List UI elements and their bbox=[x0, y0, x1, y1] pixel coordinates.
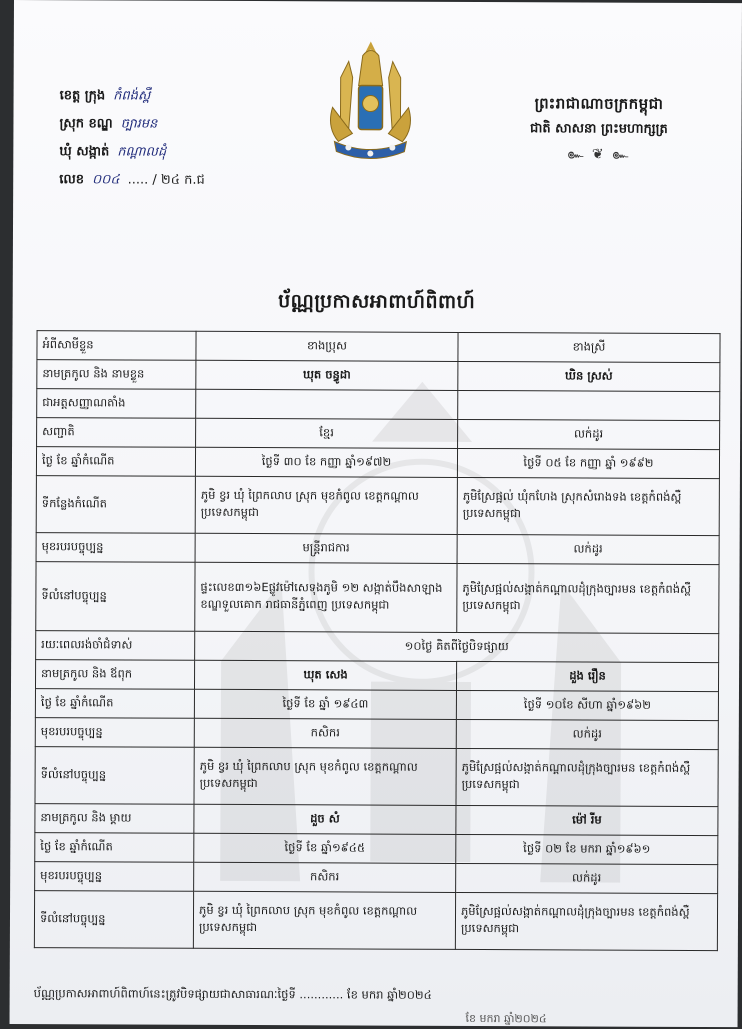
bride-value: ថ្ងៃទី ០៥ ខែ កញ្ញា ឆ្នាំ ១៩៩២ bbox=[457, 448, 719, 478]
province-value: កំពង់ស្ពឺ bbox=[113, 88, 151, 104]
district-line bbox=[59, 110, 205, 139]
number-value: ០០៤ bbox=[91, 172, 120, 188]
groom-value: ថ្ងៃទី ខែ ឆ្នាំ ១៩៤៣ bbox=[194, 689, 456, 719]
bride-value: ភូមិស្រែផ្អល់សង្កាត់កណ្ដាលដុំក្រុងច្បារមន ខេត្តកំពង់ស្ពឺប្រទេសកម្ពុជា bbox=[455, 892, 717, 950]
father-name-row bbox=[35, 660, 718, 692]
bride-value: លក់ដូរ bbox=[456, 863, 718, 893]
bride-column-header: ខាងស្រី bbox=[458, 332, 720, 362]
row-label: នាមត្រកូល និង នាមខ្លួន bbox=[37, 360, 196, 390]
table-row bbox=[35, 718, 718, 750]
number-suffix: ..... / ២៤ ក.ជ bbox=[127, 172, 205, 188]
ornament-divider: ๛ ❦ ๛ bbox=[567, 146, 631, 163]
waiting-period-value: ១០ថ្ងៃ គិតពីថ្ងៃបិទផ្សាយ bbox=[195, 631, 719, 662]
row-label: ទីលំនៅបច្ចុប្បន្ន bbox=[36, 562, 195, 632]
row-label: មុខរបរបច្ចុប្បន្ន bbox=[35, 862, 194, 892]
table-row bbox=[35, 833, 718, 865]
bride-value bbox=[458, 390, 720, 420]
table-row bbox=[34, 891, 717, 951]
table-row bbox=[35, 747, 718, 807]
bride-value: លក់ដូរ bbox=[457, 534, 719, 564]
identity-column-header: អំពីសាមីខ្លួន bbox=[37, 331, 196, 361]
groom-value: ភូមិ ខ្វរ ឃុំ ព្រៃកលាប ស្រុក មុខកំពូល ខេត្តកណ្ដាល ប្រទេសកម្ពុជា bbox=[194, 747, 456, 805]
royal-arms-emblem-icon bbox=[318, 37, 423, 167]
commune-label: ឃុំ សង្កាត់ bbox=[59, 144, 110, 160]
father-bride-name: ដួង រឿន bbox=[456, 661, 718, 691]
mother-bride-name: ម៉ៅ រីម bbox=[456, 805, 718, 835]
mother-name-row bbox=[35, 804, 718, 836]
father-groom-name: ឃុត សេង bbox=[194, 660, 456, 690]
bride-value: ថ្ងៃទី ០២ ខែ មករា ឆ្នាំ១៩៦១ bbox=[456, 834, 718, 864]
groom-value: មន្ត្រីរាជការ bbox=[195, 533, 457, 563]
groom-value: ផ្ទះលេខ៣១៦Eផ្លូវម៉ៅសេទុងភូមិ ១២ សង្កាត់បឹងសាឡាង ខណ្ឌទួលគោក រាជធានីភ្នំពេញ ប្រទេសកម្ពុជា bbox=[195, 562, 457, 632]
father-label: នាមត្រកូល និង ឪពុក bbox=[35, 660, 194, 690]
number-label: លេខ bbox=[59, 172, 85, 188]
reference-number-line bbox=[59, 166, 205, 195]
bride-value: ថ្ងៃទី ១០ខែ សីហា ឆ្នាំ១៩៦២ bbox=[456, 690, 718, 720]
bride-value: លក់ដូរ bbox=[456, 719, 718, 749]
table-row bbox=[36, 562, 719, 634]
table-row bbox=[36, 447, 719, 479]
row-label: ទីកន្លែងកំណើត bbox=[36, 476, 195, 534]
row-label: ទីលំនៅបច្ចុប្បន្ន bbox=[35, 747, 194, 805]
kingdom-name: ព្រះរាជាណាចក្រកម្ពុជា bbox=[534, 94, 664, 113]
groom-value: ថ្ងៃទី ៣០ ខែ កញ្ញា ឆ្នាំ១៩៧២ bbox=[195, 447, 457, 477]
province-line bbox=[60, 82, 206, 111]
district-value: ច្បារមន bbox=[120, 116, 158, 132]
row-label: ថ្ងៃ ខែ ឆ្នាំកំណើត bbox=[36, 447, 195, 477]
mother-groom-name: ដួច សំ bbox=[194, 804, 456, 834]
groom-value: ខ្មែរ bbox=[196, 418, 458, 448]
row-label: មុខរបរបច្ចុប្បន្ន bbox=[36, 533, 195, 563]
certificate-paper bbox=[10, 0, 742, 1027]
groom-value: ភូមិ ខ្វរ ឃុំ ព្រៃកលាប ស្រុក មុខកំពូល ខេត្តកណ្ដាល ប្រទេសកម្ពុជា bbox=[195, 476, 457, 534]
district-label: ស្រុក ខណ្ឌ bbox=[59, 116, 113, 132]
footer-partial-line: ខែ មករា ឆ្នាំ២០២៤ bbox=[465, 1011, 547, 1026]
commune-line bbox=[59, 138, 205, 167]
bride-value: ភូមិស្រែផ្អល់សង្កាត់កណ្ដាលដុំក្រុងច្បារមន ខេត្តកំពង់ស្ពឺប្រទេសកម្ពុជា bbox=[457, 563, 719, 633]
waiting-period-label: រយៈពេលរង់ចាំជំទាស់ bbox=[36, 631, 195, 661]
groom-value: ឃុត ចន្ធូដា bbox=[196, 360, 458, 390]
bride-value: ភូមិស្រែផ្អល់សង្កាត់កណ្ដាលដុំក្រុងច្បារមន ខេត្តកំពង់ស្ពឺប្រទេសកម្ពុជា bbox=[456, 748, 718, 806]
table-row bbox=[35, 689, 718, 721]
row-label: ថ្ងៃ ខែ ឆ្នាំកំណើត bbox=[35, 689, 194, 719]
row-label: ជាអត្តសញ្ញាណតាំង bbox=[37, 389, 196, 419]
marriage-announcement-table bbox=[34, 330, 721, 951]
row-label: សញ្ជាតិ bbox=[37, 418, 196, 448]
row-label: មុខរបរបច្ចុប្បន្ន bbox=[35, 718, 194, 748]
posting-footer-text: ប័ណ្ណប្រកាសអាពាហ៍ពិពាហ៍នេះត្រូវបិទផ្សាយជាសាធារណៈថ្ងៃទី ............ ខែ មករា ឆ្នាំ២០២៤ bbox=[33, 986, 432, 1002]
national-motto: ជាតិ សាសនា ព្រះមហាក្សត្រ bbox=[530, 121, 668, 137]
table-row bbox=[36, 533, 719, 565]
groom-value: កសិករ bbox=[194, 718, 456, 748]
commune-value: កណ្ដាលដុំ bbox=[117, 144, 167, 160]
groom-value: កសិករ bbox=[194, 862, 456, 892]
mother-label: នាមត្រកូល និង ម្ដាយ bbox=[35, 804, 194, 834]
groom-value bbox=[196, 389, 458, 419]
table-row bbox=[37, 360, 720, 392]
province-label: ខេត្ត ក្រុង bbox=[59, 88, 106, 104]
kingdom-heading bbox=[491, 94, 706, 166]
table-row bbox=[37, 418, 720, 450]
certificate-title: ប័ណ្ណប្រកាសអាពាហ៍ពិពាហ៍ bbox=[278, 290, 476, 314]
table-header-row bbox=[37, 331, 720, 363]
issuing-office-block bbox=[59, 82, 205, 195]
groom-value: ថ្ងៃទី ខែ ឆ្នាំ១៩៤៥ bbox=[194, 833, 456, 863]
table-row bbox=[35, 862, 718, 894]
waiting-period-row bbox=[36, 631, 719, 663]
bride-value: ភូមិស្រែផ្អល់ ឃុំកហែង ស្រុកសំរោងទង ខេត្តកំពង់ស្ពឺ ប្រទេសកម្ពុជា bbox=[457, 477, 719, 535]
bride-value: ឃិន ស្រស់ bbox=[458, 361, 720, 391]
table-row bbox=[37, 389, 720, 421]
row-label: ទីលំនៅបច្ចុប្បន្ន bbox=[34, 891, 193, 949]
bride-value: លក់ដូរ bbox=[458, 419, 720, 449]
row-label: ថ្ងៃ ខែ ឆ្នាំកំណើត bbox=[35, 833, 194, 863]
groom-value: ភូមិ ខ្វរ ឃុំ ព្រៃកលាប ស្រុក មុខកំពូល ខេត្តកណ្ដាល ប្រទេសកម្ពុជា bbox=[193, 891, 455, 949]
table-row bbox=[36, 476, 719, 536]
groom-column-header: ខាងប្រុស bbox=[196, 331, 458, 361]
